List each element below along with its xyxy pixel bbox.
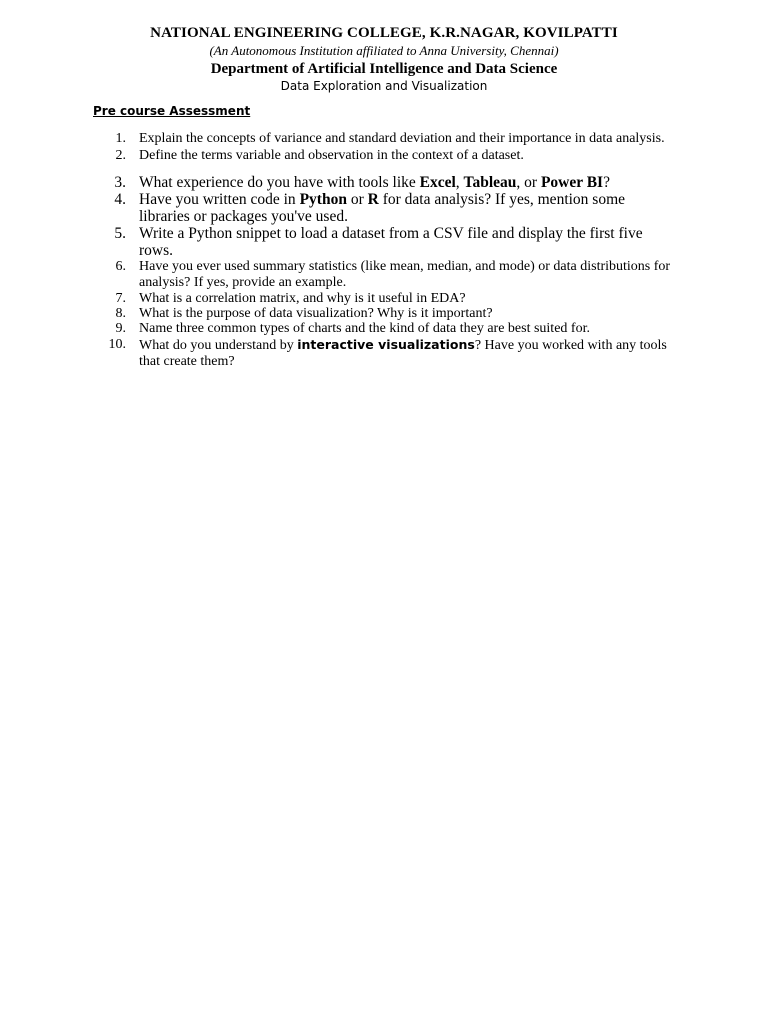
question-text: Name three common types of charts and the kind of data they are best suited for. bbox=[139, 321, 590, 336]
question-number: 10. bbox=[108, 337, 126, 352]
question-text: Write a Python snippet to load a dataset from a CSV file and display the first five rows. bbox=[139, 225, 643, 259]
question-number: 3. bbox=[114, 174, 126, 191]
question-text: What is the purpose of data visualization? Why is it important? bbox=[139, 306, 493, 321]
question-number: 6. bbox=[115, 259, 126, 274]
question-text: What do you understand by interactive visualizations? Have you worked with any tools that create them? bbox=[139, 337, 667, 369]
question-number: 5. bbox=[114, 225, 126, 242]
question-number: 8. bbox=[115, 306, 126, 321]
question-text: What is a correlation matrix, and why is it useful in EDA? bbox=[139, 291, 466, 306]
document-header bbox=[0, 24, 768, 94]
course-title: Data Exploration and Visualization bbox=[280, 79, 488, 93]
question-number: 7. bbox=[115, 291, 126, 306]
question-number: 9. bbox=[115, 321, 126, 336]
question-text: Explain the concepts of variance and standard deviation and their importance in data analysis. bbox=[139, 131, 665, 146]
affiliation-line: (An Autonomous Institution affiliated to Anna University, Chennai) bbox=[209, 43, 559, 58]
question-number: 4. bbox=[114, 191, 126, 208]
department-name: Department of Artificial Intelligence and Data Science bbox=[210, 61, 558, 77]
question-text: Have you ever used summary statistics (like mean, median, and mode) or data distributions for analysis? If yes, provide an example. bbox=[139, 259, 671, 290]
question-number: 2. bbox=[115, 148, 126, 163]
question-text: Define the terms variable and observation in the context of a dataset. bbox=[139, 148, 524, 163]
section-title: Pre course Assessment bbox=[93, 104, 251, 118]
question-text: What experience do you have with tools like Excel, Tableau, or Power BI? bbox=[139, 174, 610, 191]
question-number: 1. bbox=[115, 131, 126, 146]
college-name: NATIONAL ENGINEERING COLLEGE, K.R.NAGAR, KOVILPATTI bbox=[150, 25, 618, 41]
question-text: Have you written code in Python or R for data analysis? If yes, mention some libraries or packages you've used. bbox=[139, 191, 626, 225]
